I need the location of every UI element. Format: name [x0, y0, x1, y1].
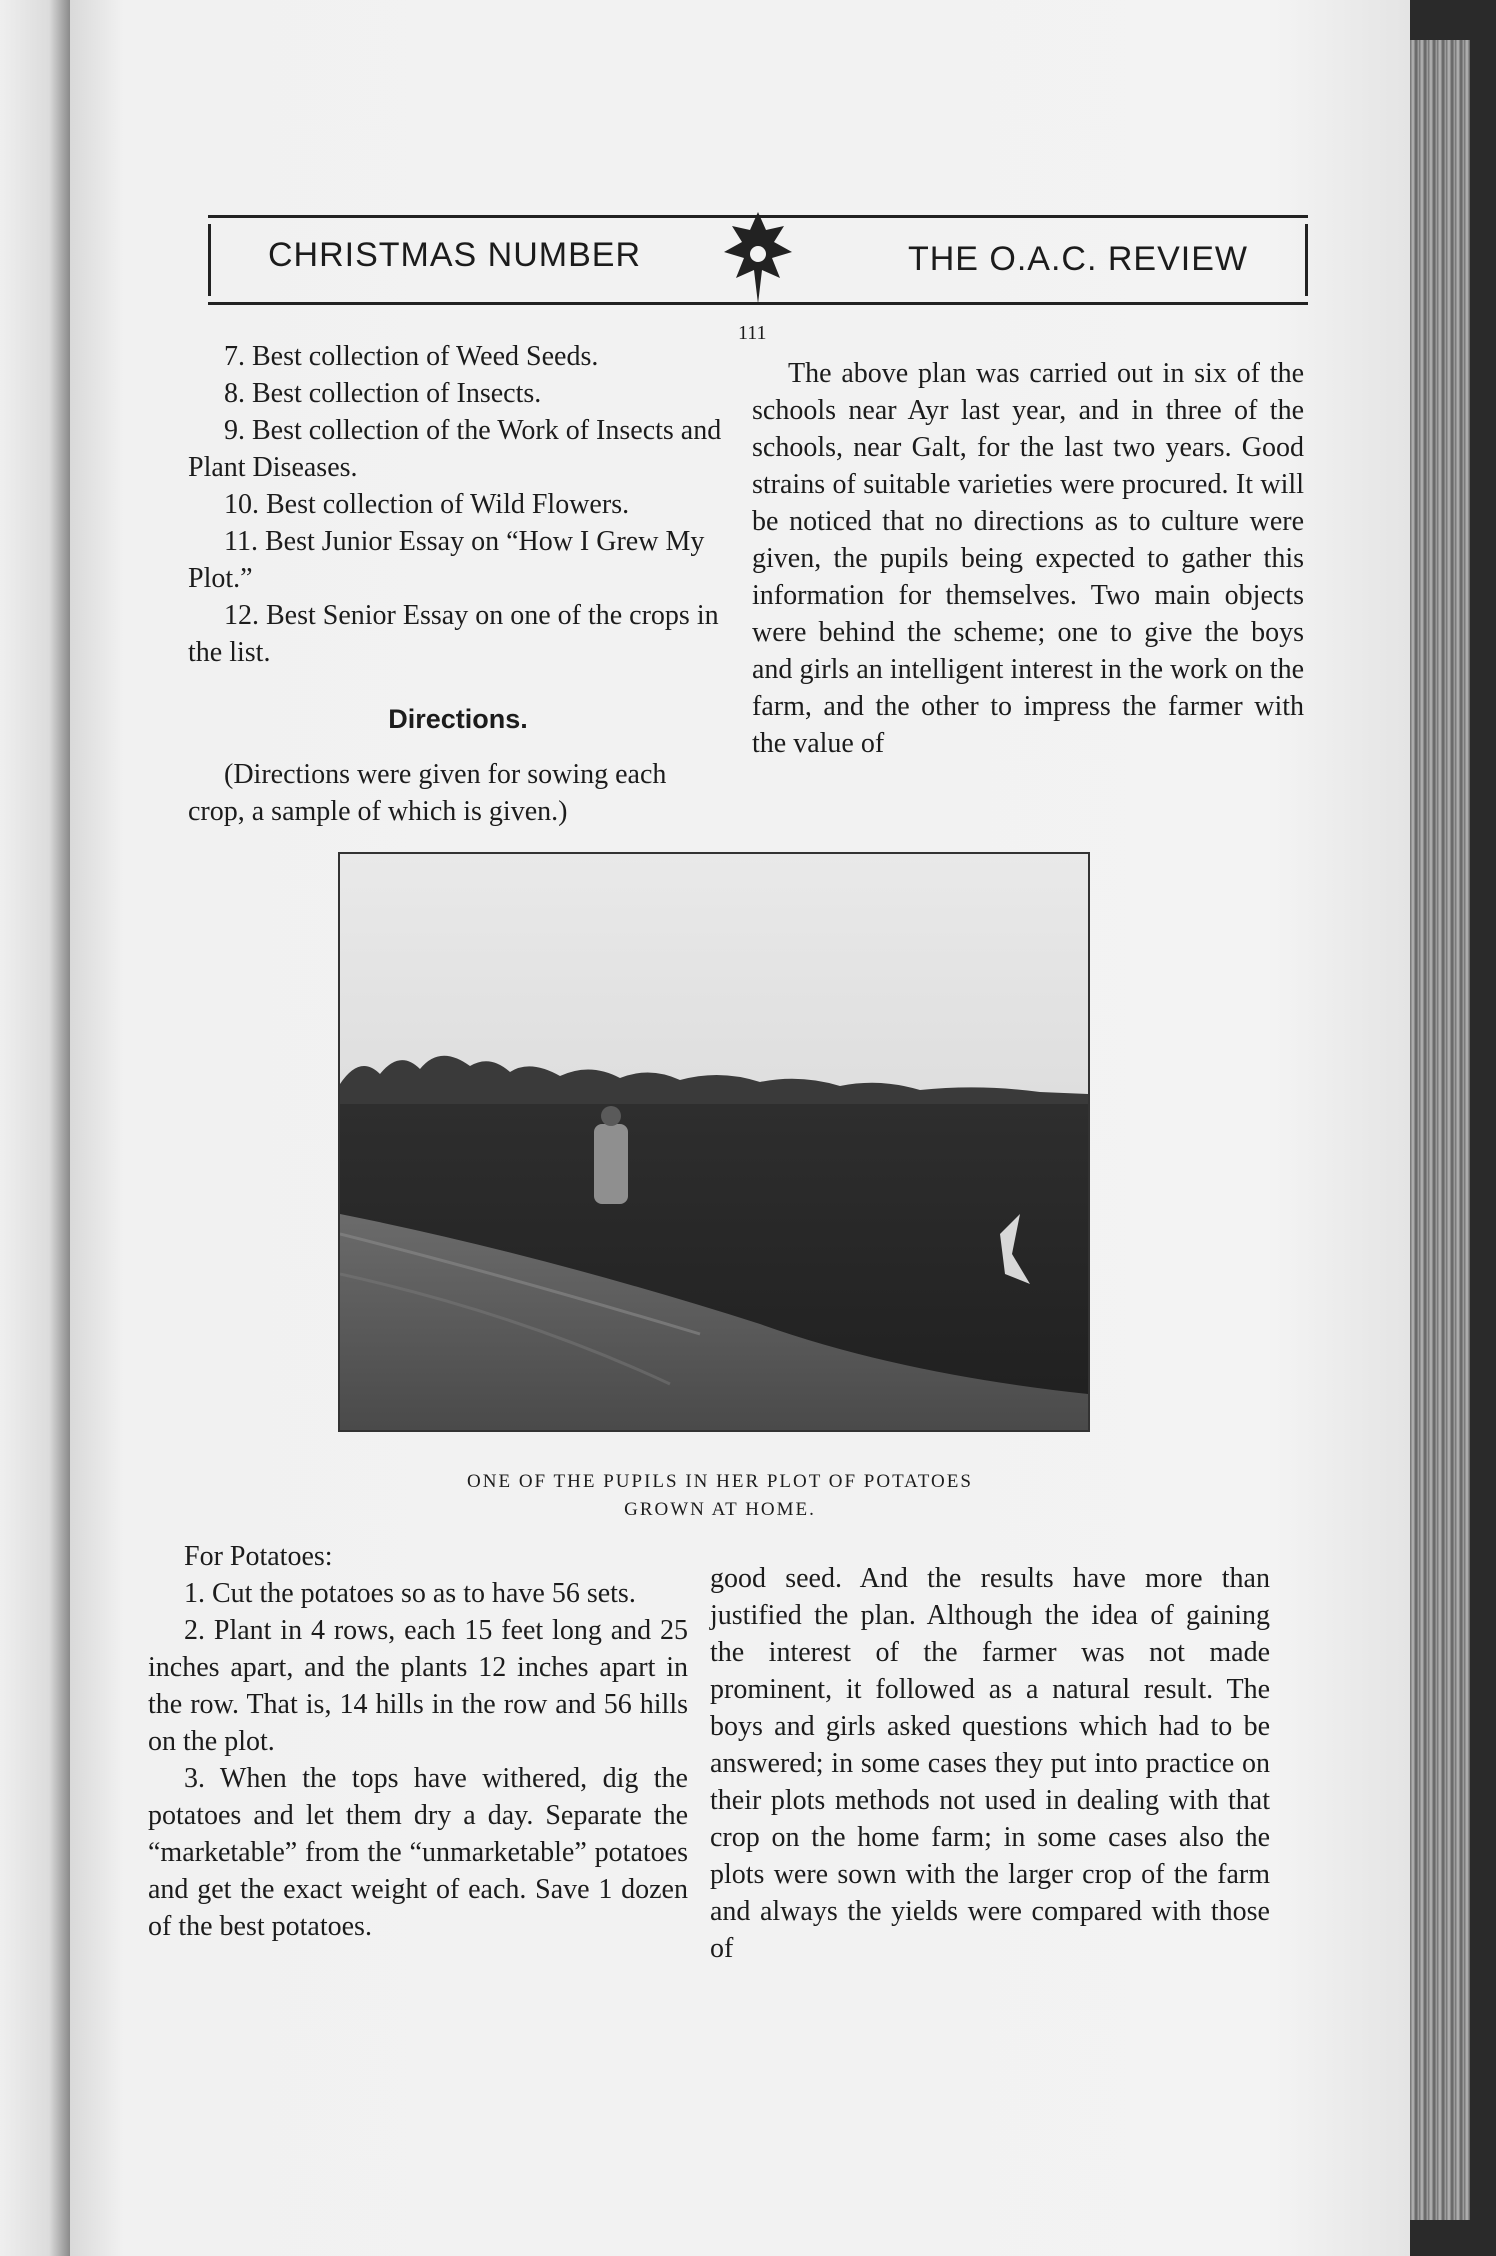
field-photograph: [338, 852, 1090, 1432]
bottom-left-column: [148, 1538, 688, 1945]
list-item: 12. Best Senior Essay on one of the crops in the list.: [188, 600, 719, 668]
instructions-lead: For Potatoes:: [184, 1541, 333, 1572]
list-item: 11. Best Junior Essay on “How I Grew My Plot.”: [188, 526, 705, 594]
top-left-column: [188, 338, 728, 830]
page-number: 111: [738, 322, 767, 344]
caption-line: ONE OF THE PUPILS IN HER PLOT OF POTATOES: [467, 1471, 973, 1492]
holly-emblem-icon: [718, 208, 798, 308]
header-left-title: CHRISTMAS NUMBER: [268, 236, 642, 274]
header-right-title: THE O.A.C. REVIEW: [907, 240, 1248, 278]
list-item: 8. Best collection of Insects.: [224, 378, 542, 409]
running-header: [208, 215, 1308, 305]
instruction-step: 3. When the tops have withered, dig the potatoes and let them dry a day. Separate the “marketable” from the “unmarketable” potatoes and get the exact weight of each. Save 1 dozen of the best potatoes.: [148, 1763, 688, 1942]
body-paragraph: good seed. And the results have more than justified the plan. Although the idea of gaining the interest of the farmer was not made prominent, it followed as a natural result. The boys and girls asked questions which had to be answered; in some cases they put into practice on their plots methods not used in dealing with that crop on the home farm; in some cases also the plots were sown with the larger crop of the farm and always the yields were compared with those of: [710, 1563, 1270, 1964]
list-item: 9. Best collection of the Work of Insects and Plant Diseases.: [188, 415, 722, 483]
figure-caption: [360, 1468, 1080, 1524]
section-heading: Directions.: [388, 704, 528, 734]
instruction-step: 2. Plant in 4 rows, each 15 feet long and 25 inches apart, and the plants 12 inches apart in the row. That is, 14 hills in the row and 56 hills on the plot.: [148, 1615, 688, 1757]
top-right-column: [752, 355, 1304, 762]
instruction-step: 1. Cut the potatoes so as to have 56 sets.: [184, 1578, 636, 1609]
left-page-edge: [0, 0, 70, 2256]
body-paragraph: The above plan was carried out in six of the schools near Ayr last year, and in three of the schools, near Galt, for the last two years. Good strains of suitable varieties were procured. It will be noticed that no directions as to culture were given, the pupils being expected to gather this information for themselves. Two main objects were behind the scheme; one to give the boys and girls an intelligent interest in the work on the farm, and the other to impress the farmer with the value of: [752, 358, 1304, 759]
directions-note: (Directions were given for sowing each crop, a sample of which is given.): [188, 759, 667, 827]
list-item: 7. Best collection of Weed Seeds.: [224, 341, 599, 372]
caption-line: GROWN AT HOME.: [624, 1499, 816, 1520]
bottom-right-column: [710, 1560, 1270, 1967]
page-stack-edges: [1410, 40, 1470, 2220]
list-item: 10. Best collection of Wild Flowers.: [224, 489, 630, 520]
